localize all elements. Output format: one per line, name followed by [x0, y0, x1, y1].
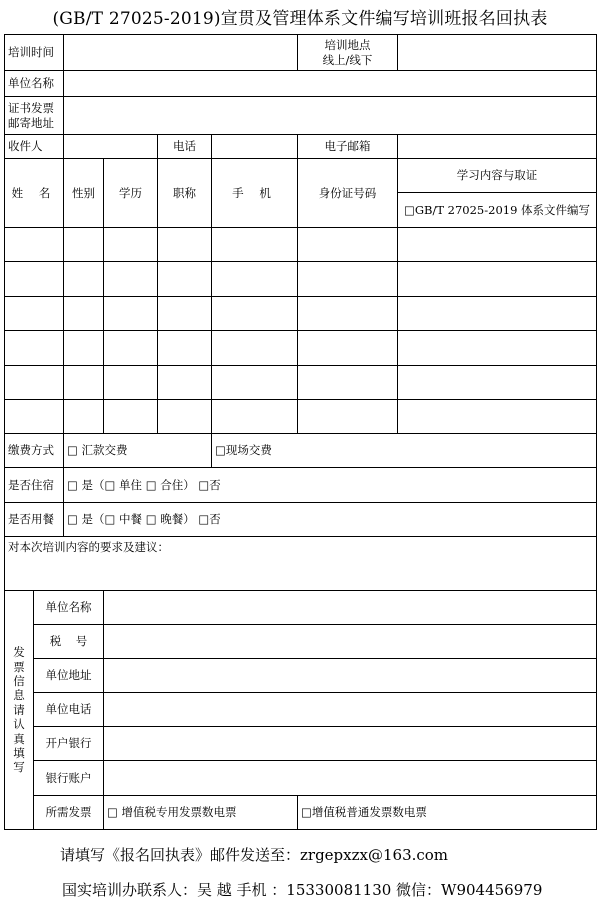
- participant-study[interactable]: [398, 366, 597, 400]
- participant-study[interactable]: [398, 228, 597, 262]
- invoice-unit-name-label: 单位名称: [34, 591, 104, 625]
- unit-name-label: 单位名称: [5, 71, 64, 97]
- participant-mobile[interactable]: [212, 228, 298, 262]
- header-education: 学历: [104, 159, 158, 228]
- email-label: 电子邮箱: [298, 135, 398, 159]
- mailing-address-label: 证书发票 邮寄地址: [5, 97, 64, 135]
- participant-title[interactable]: [158, 366, 212, 400]
- participant-id[interactable]: [298, 331, 398, 366]
- row-lodging: [5, 468, 597, 503]
- participant-mobile[interactable]: [212, 262, 298, 297]
- participant-name[interactable]: [5, 297, 64, 331]
- header-id-number: 身份证号码: [298, 159, 398, 228]
- participant-gender[interactable]: [64, 331, 104, 366]
- participant-study[interactable]: [398, 331, 597, 366]
- participant-title[interactable]: [158, 262, 212, 297]
- training-location-field[interactable]: [398, 35, 597, 71]
- invoice-phone-label: 单位电话: [34, 693, 104, 727]
- payment-option-onsite[interactable]: □现场交费: [212, 434, 597, 468]
- participant-row: [5, 262, 597, 297]
- participant-title[interactable]: [158, 400, 212, 434]
- participant-id[interactable]: [298, 228, 398, 262]
- participant-gender[interactable]: [64, 228, 104, 262]
- lodging-label: 是否住宿: [5, 468, 64, 503]
- participant-education[interactable]: [104, 400, 158, 434]
- invoice-row: [5, 761, 597, 796]
- participant-mobile[interactable]: [212, 297, 298, 331]
- participant-name[interactable]: [5, 400, 64, 434]
- row-meal: [5, 503, 597, 537]
- phone-field[interactable]: [212, 135, 298, 159]
- invoice-row: [5, 693, 597, 727]
- recipient-field[interactable]: [64, 135, 158, 159]
- row-recipient: [5, 135, 597, 159]
- invoice-row: [5, 727, 597, 761]
- training-time-label: 培训时间: [5, 35, 64, 71]
- participant-title[interactable]: [158, 297, 212, 331]
- row-training-time: [5, 35, 597, 71]
- payment-label: 缴费方式: [5, 434, 64, 468]
- study-option-checkbox[interactable]: □GB/T 27025-2019 体系文件编写: [398, 193, 597, 228]
- lodging-options[interactable]: □ 是（□ 单住 □ 合住） □否: [64, 468, 597, 503]
- invoice-bank-field[interactable]: [104, 727, 597, 761]
- participant-id[interactable]: [298, 400, 398, 434]
- participant-gender[interactable]: [64, 262, 104, 297]
- recipient-label: 收件人: [5, 135, 64, 159]
- email-field[interactable]: [398, 135, 597, 159]
- participant-mobile[interactable]: [212, 400, 298, 434]
- participant-gender[interactable]: [64, 297, 104, 331]
- participants-header-row: [5, 159, 597, 193]
- header-mobile: 手 机: [212, 159, 298, 228]
- invoice-address-label: 单位地址: [34, 659, 104, 693]
- invoice-type-normal[interactable]: □增值税普通发票数电票: [298, 796, 597, 830]
- participant-row: [5, 331, 597, 366]
- invoice-bank-label: 开户银行: [34, 727, 104, 761]
- participant-study[interactable]: [398, 400, 597, 434]
- invoice-type-label: 所需发票: [34, 796, 104, 830]
- registration-form: [4, 34, 597, 830]
- participant-name[interactable]: [5, 262, 64, 297]
- invoice-row: [5, 591, 597, 625]
- suggestion-field[interactable]: 对本次培训内容的要求及建议：: [5, 537, 597, 591]
- participant-id[interactable]: [298, 297, 398, 331]
- invoice-tax-number-field[interactable]: [104, 625, 597, 659]
- training-location-label: 培训地点 线上/线下: [298, 35, 398, 71]
- participant-mobile[interactable]: [212, 366, 298, 400]
- invoice-unit-name-field[interactable]: [104, 591, 597, 625]
- invoice-account-label: 银行账户: [34, 761, 104, 796]
- invoice-account-field[interactable]: [104, 761, 597, 796]
- participant-gender[interactable]: [64, 400, 104, 434]
- row-unit-name: [5, 71, 597, 97]
- participant-gender[interactable]: [64, 366, 104, 400]
- participant-education[interactable]: [104, 297, 158, 331]
- participant-title[interactable]: [158, 331, 212, 366]
- meal-options[interactable]: □ 是（□ 中餐 □ 晚餐） □否: [64, 503, 597, 537]
- invoice-address-field[interactable]: [104, 659, 597, 693]
- invoice-side-label: 发 票 信 息 请 认 真 填 写: [5, 591, 34, 830]
- header-gender: 性别: [64, 159, 104, 228]
- participant-name[interactable]: [5, 366, 64, 400]
- row-mailing-address: [5, 97, 597, 135]
- participant-row: [5, 366, 597, 400]
- participant-mobile[interactable]: [212, 331, 298, 366]
- meal-label: 是否用餐: [5, 503, 64, 537]
- participant-title[interactable]: [158, 228, 212, 262]
- training-time-field[interactable]: [64, 35, 298, 71]
- invoice-row: [5, 625, 597, 659]
- payment-option-transfer[interactable]: □ 汇款交费: [64, 434, 212, 468]
- invoice-type-row: [5, 796, 597, 830]
- header-study-content: 学习内容与取证: [398, 159, 597, 193]
- participant-row: [5, 400, 597, 434]
- footer-email-instruction: 请填写《报名回执表》邮件发送至：zrgepxzx@163.com: [60, 846, 449, 864]
- page-title: (GB/T 27025-2019)宣贯及管理体系文件编写培训班报名回执表: [52, 9, 548, 29]
- unit-name-field[interactable]: [64, 71, 597, 97]
- header-name: 姓 名: [5, 159, 64, 228]
- participant-id[interactable]: [298, 366, 398, 400]
- footer-contact: 国实培训办联系人：吴 越 手机 ：15330081130 微信：W904456979: [62, 881, 543, 899]
- invoice-phone-field[interactable]: [104, 693, 597, 727]
- participant-row: [5, 297, 597, 331]
- participant-education[interactable]: [104, 366, 158, 400]
- phone-label: 电话: [158, 135, 212, 159]
- participant-row: [5, 228, 597, 262]
- participant-study[interactable]: [398, 262, 597, 297]
- participant-name[interactable]: [5, 331, 64, 366]
- participant-study[interactable]: [398, 297, 597, 331]
- mailing-address-field[interactable]: [64, 97, 597, 135]
- participant-education[interactable]: [104, 228, 158, 262]
- participant-education[interactable]: [104, 262, 158, 297]
- participant-id[interactable]: [298, 262, 398, 297]
- participant-name[interactable]: [5, 228, 64, 262]
- invoice-tax-number-label: 税 号: [34, 625, 104, 659]
- row-payment: [5, 434, 597, 468]
- header-title: 职称: [158, 159, 212, 228]
- row-suggestion: [5, 537, 597, 591]
- invoice-row: [5, 659, 597, 693]
- invoice-type-special[interactable]: □ 增值税专用发票数电票: [104, 796, 298, 830]
- participant-education[interactable]: [104, 331, 158, 366]
